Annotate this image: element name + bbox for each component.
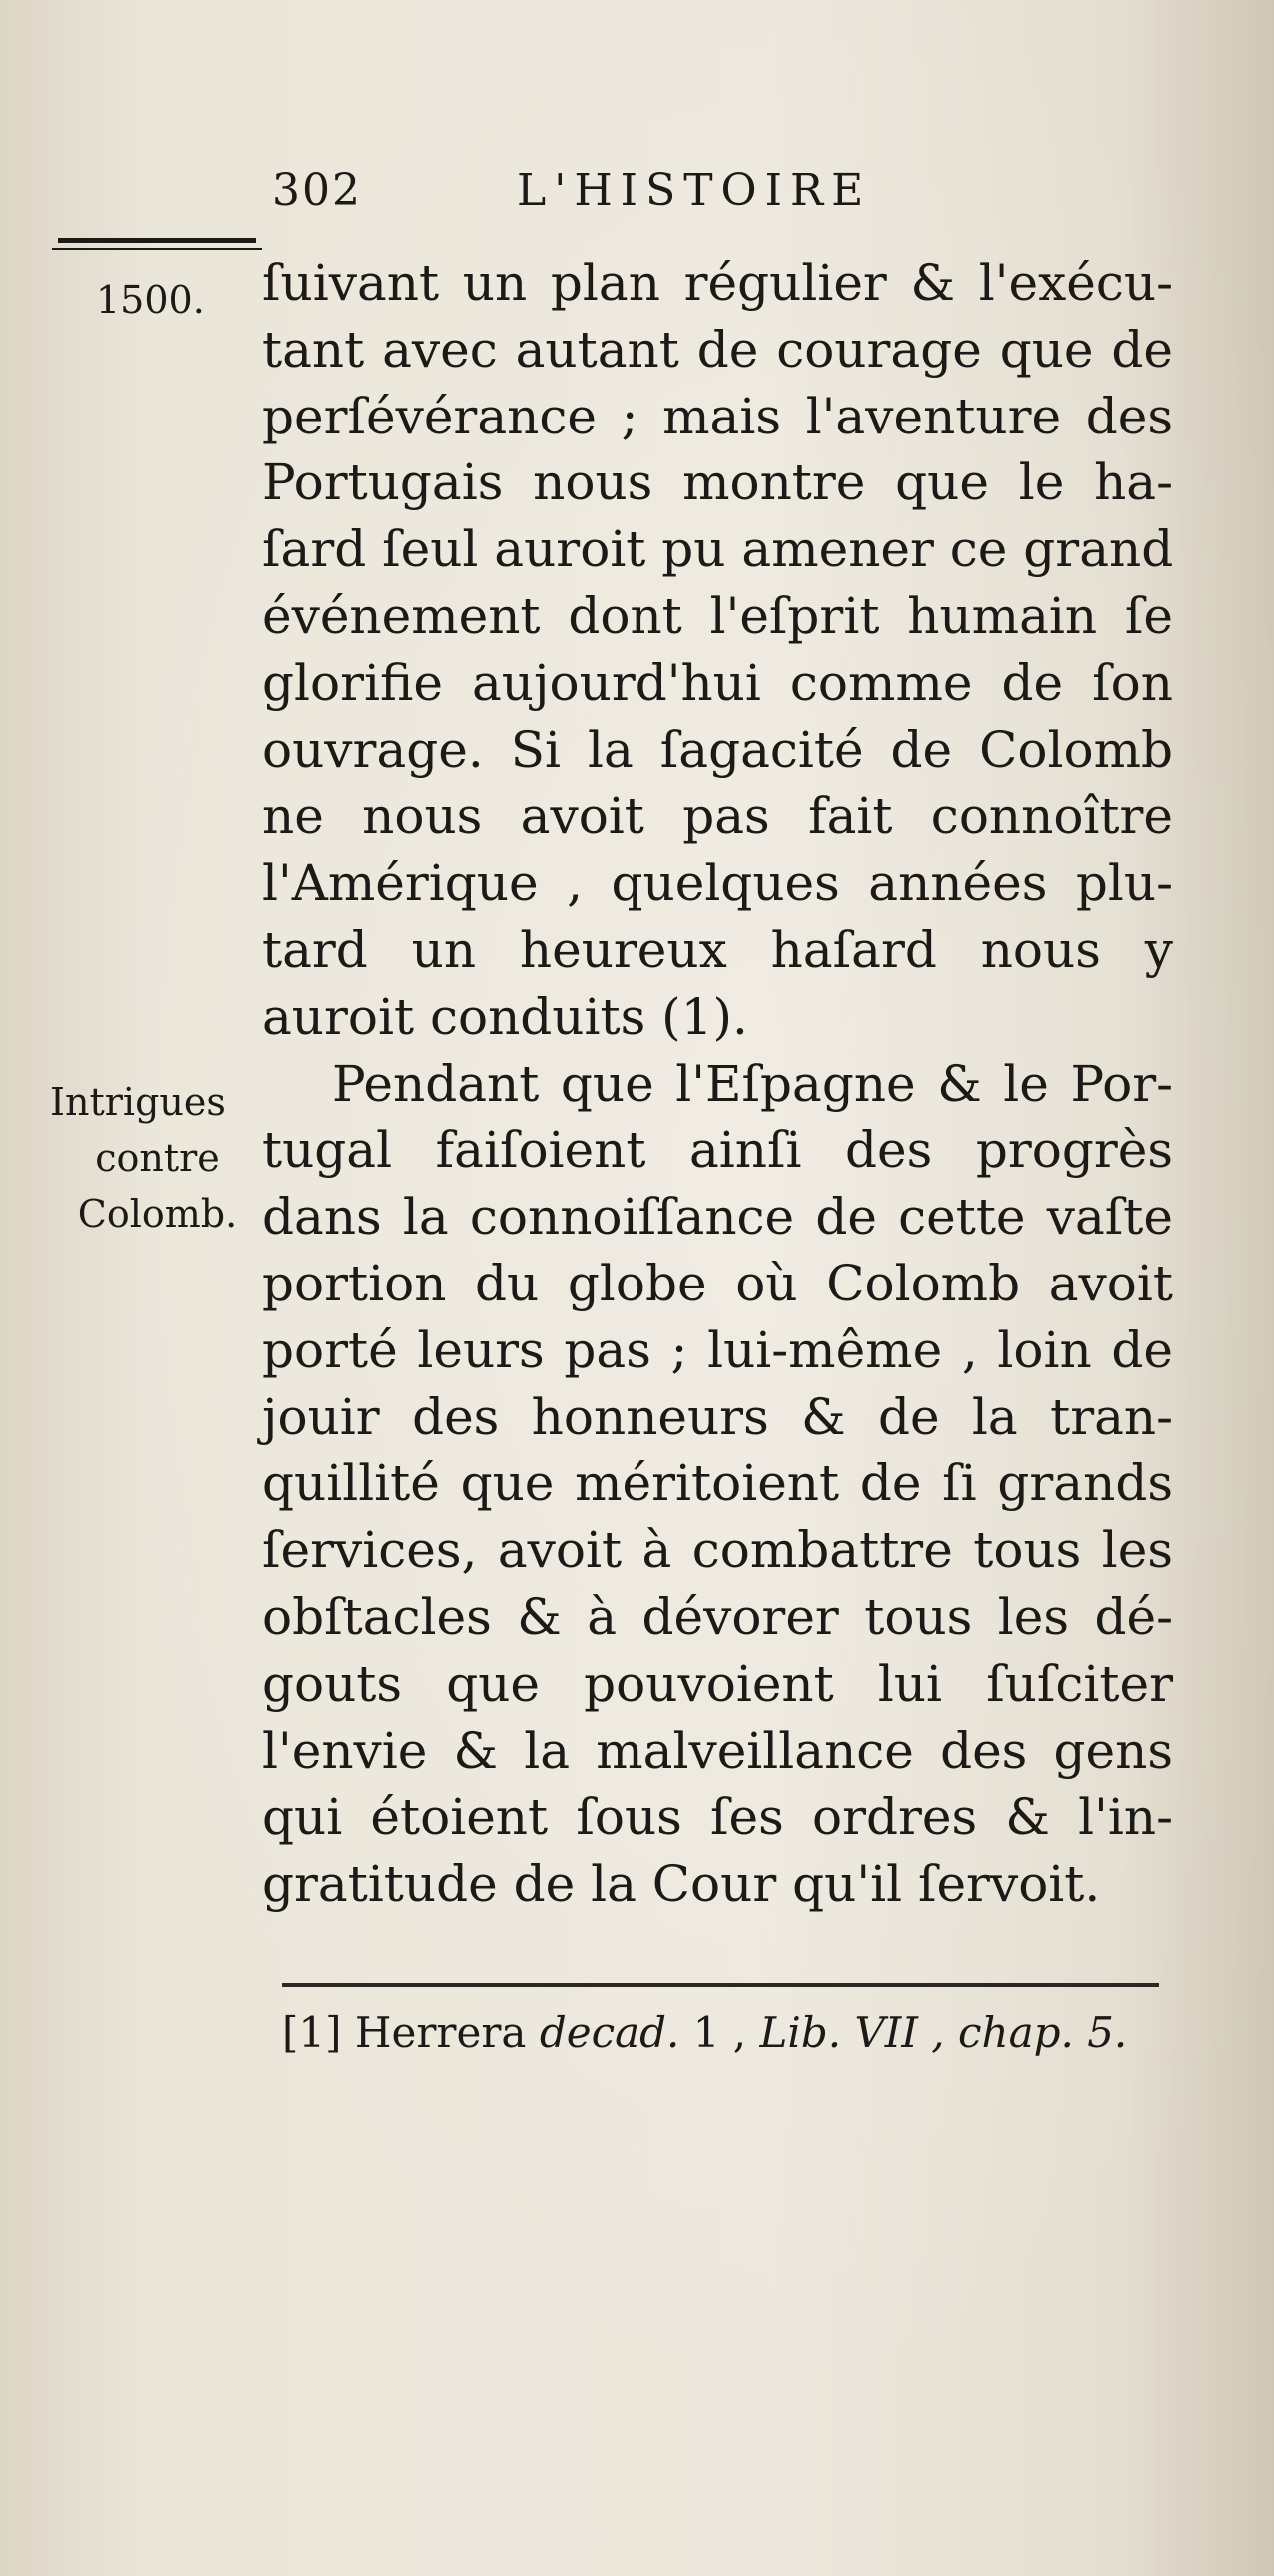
text-line: quillité que méritoient de ſi grands (262, 1454, 1173, 1513)
footnote-ref: decad. (539, 2008, 680, 2057)
footnote (282, 2008, 1181, 2057)
text-line: auroit conduits (1). (262, 987, 748, 1046)
text-line: porté leurs pas ; lui-même , loin de (262, 1320, 1173, 1379)
running-head (272, 165, 971, 225)
margin-note-line: contre (95, 1136, 220, 1180)
paragraph-2 (262, 1051, 1173, 1918)
text-line: tugal faiſoient ainſi des progrès (262, 1121, 1173, 1180)
footnote-chapter: chap. 5. (958, 2008, 1128, 2057)
footnote-author: Herrera (354, 2008, 527, 2057)
margin-note-line: Colomb. (77, 1192, 238, 1236)
text-line: qui étoient ſous ſes ordres & l'in- (262, 1788, 1173, 1847)
margin-note (50, 1074, 265, 1242)
text-line: dans la connoiſſance de cette vaſte (262, 1188, 1173, 1247)
text-line: ſuivant un plan régulier & l'exécu- (262, 254, 1173, 312)
margin-year: 1500. (96, 278, 205, 322)
footnote-marker: [1] (282, 2008, 342, 2057)
text-line: gratitude de la Cour qu'il ſervoit. (262, 1855, 1101, 1914)
footnote-rule (282, 1983, 1159, 1987)
text-line: l'Amérique , quelques années plu- (262, 854, 1173, 913)
text-line: glorifie aujourd'hui comme de ſon (262, 653, 1173, 712)
footnote-number: 1 , (692, 2008, 747, 2057)
text-line: ſervices, avoit à combattre tous les (262, 1521, 1173, 1580)
text-line: événement dont l'eſprit humain ſe (262, 586, 1173, 645)
text-line: tard un heureux haſard nous y (262, 920, 1173, 979)
text-line: perſévérance ; mais l'aventure des (262, 387, 1173, 445)
text-line: obſtacles & à dévorer tous les dé- (262, 1587, 1173, 1646)
text-line: Pendant que l'Eſpagne & le Por- (332, 1054, 1173, 1113)
text-line: gouts que pouvoient lui ſuſciter (262, 1654, 1173, 1713)
text-line: jouir des honneurs & de la tran- (262, 1387, 1173, 1446)
text-line: portion du globe où Colomb avoit (262, 1254, 1173, 1312)
text-line: tant avec autant de courage que de (262, 320, 1173, 379)
text-line: ſard ſeul auroit pu amener ce grand (262, 520, 1174, 579)
body-text (262, 250, 1173, 1918)
text-line: Portugais nous montre que le ha- (262, 453, 1173, 512)
text-line: l'envie & la malveillance des gens (262, 1721, 1173, 1780)
header-rule (58, 238, 256, 243)
margin-note-line: Intrigues (50, 1080, 226, 1124)
header-rule-thin (52, 248, 262, 250)
page-number: 302 (272, 165, 362, 216)
text-line: ouvrage. Si la ſagacité de Colomb (262, 720, 1173, 779)
footnote-book: Lib. VII , (759, 2008, 945, 2057)
paragraph-1 (262, 250, 1173, 1051)
running-title: L'HISTOIRE (517, 165, 872, 216)
text-line: ne nous avoit pas fait connoître (262, 787, 1173, 846)
